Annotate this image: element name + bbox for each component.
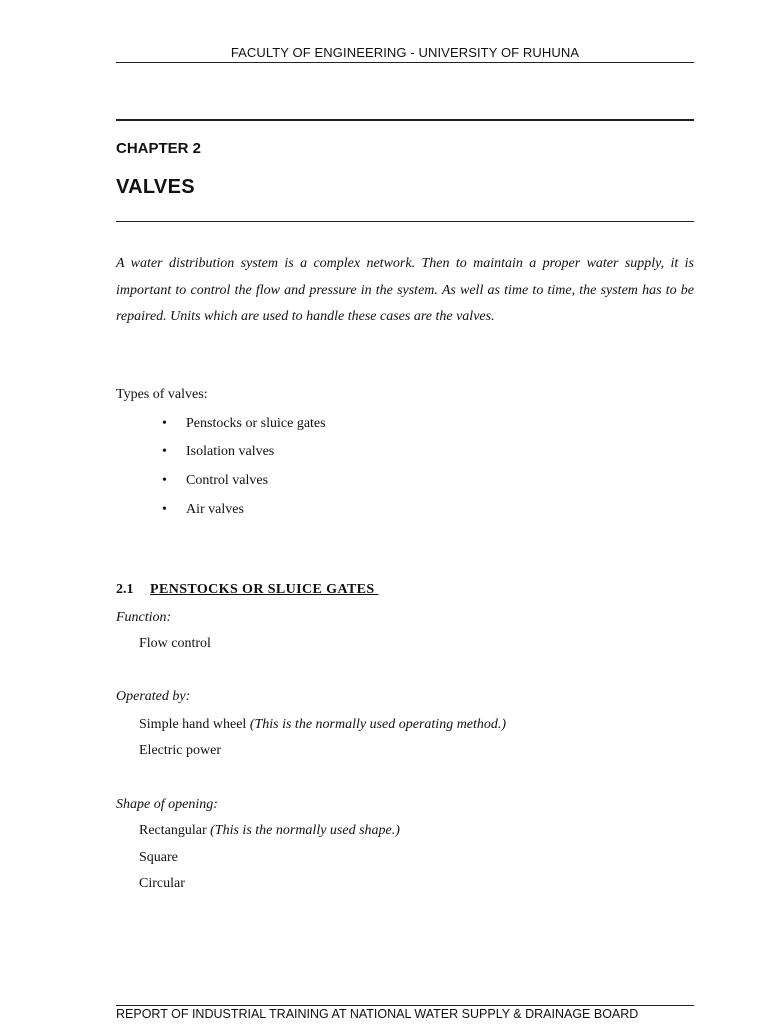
list-item-text: Penstocks or sluice gates [186,416,326,431]
operated-item [139,743,221,759]
chapter-top-rule [116,119,694,121]
chapter-label: CHAPTER 2 [116,140,202,157]
list-item-text: Isolation valves [186,444,275,459]
types-heading: Types of valves: [116,387,208,402]
function-item: Flow control [139,636,211,651]
bullet-icon: • [162,502,167,517]
shape-item [139,876,185,892]
operated-item-text: Electric power [139,743,222,758]
operated-item-text: Simple hand wheel [139,717,250,732]
footer-rule [116,1005,694,1006]
operated-item [139,717,506,733]
bullet-icon: • [162,444,167,459]
section-number: 2.1 [116,582,134,597]
function-label: Function: [116,610,172,625]
operated-item-note: (This is the normally used operating method.) [249,717,507,732]
operated-by-label: Operated by: [116,689,191,704]
bullet-icon: • [162,473,167,488]
shape-label: Shape of opening: [116,797,218,812]
shape-item [139,823,400,839]
intro-paragraph: A water distribution system is a complex network. Then to maintain a proper water supply, it is important to control the flow and pressure in the system. As well as time to time, the system has to be repaired. Units which are used to handle these cases are the valves. [116,256,694,324]
shape-item-text: Square [139,850,178,865]
chapter-title: VALVES [116,176,195,198]
shape-item [139,850,178,866]
chapter-bottom-rule [116,221,694,222]
list-item-text: Control valves [186,473,269,488]
shape-item-text: Rectangular [139,823,211,838]
bullet-icon: • [162,416,167,431]
shape-item-note: (This is the normally used shape.) [210,823,400,838]
page-footer: REPORT OF INDUSTRIAL TRAINING AT NATIONAL WATER SUPPLY & DRAINAGE BOARD [116,1007,639,1021]
shape-item-text: Circular [139,876,185,891]
section-title: PENSTOCKS OR SLUICE GATES [150,582,379,597]
page-header: FACULTY OF ENGINEERING - UNIVERSITY OF RUHUNA [230,45,580,60]
list-item-text: Air valves [186,502,244,517]
header-rule [116,62,694,63]
